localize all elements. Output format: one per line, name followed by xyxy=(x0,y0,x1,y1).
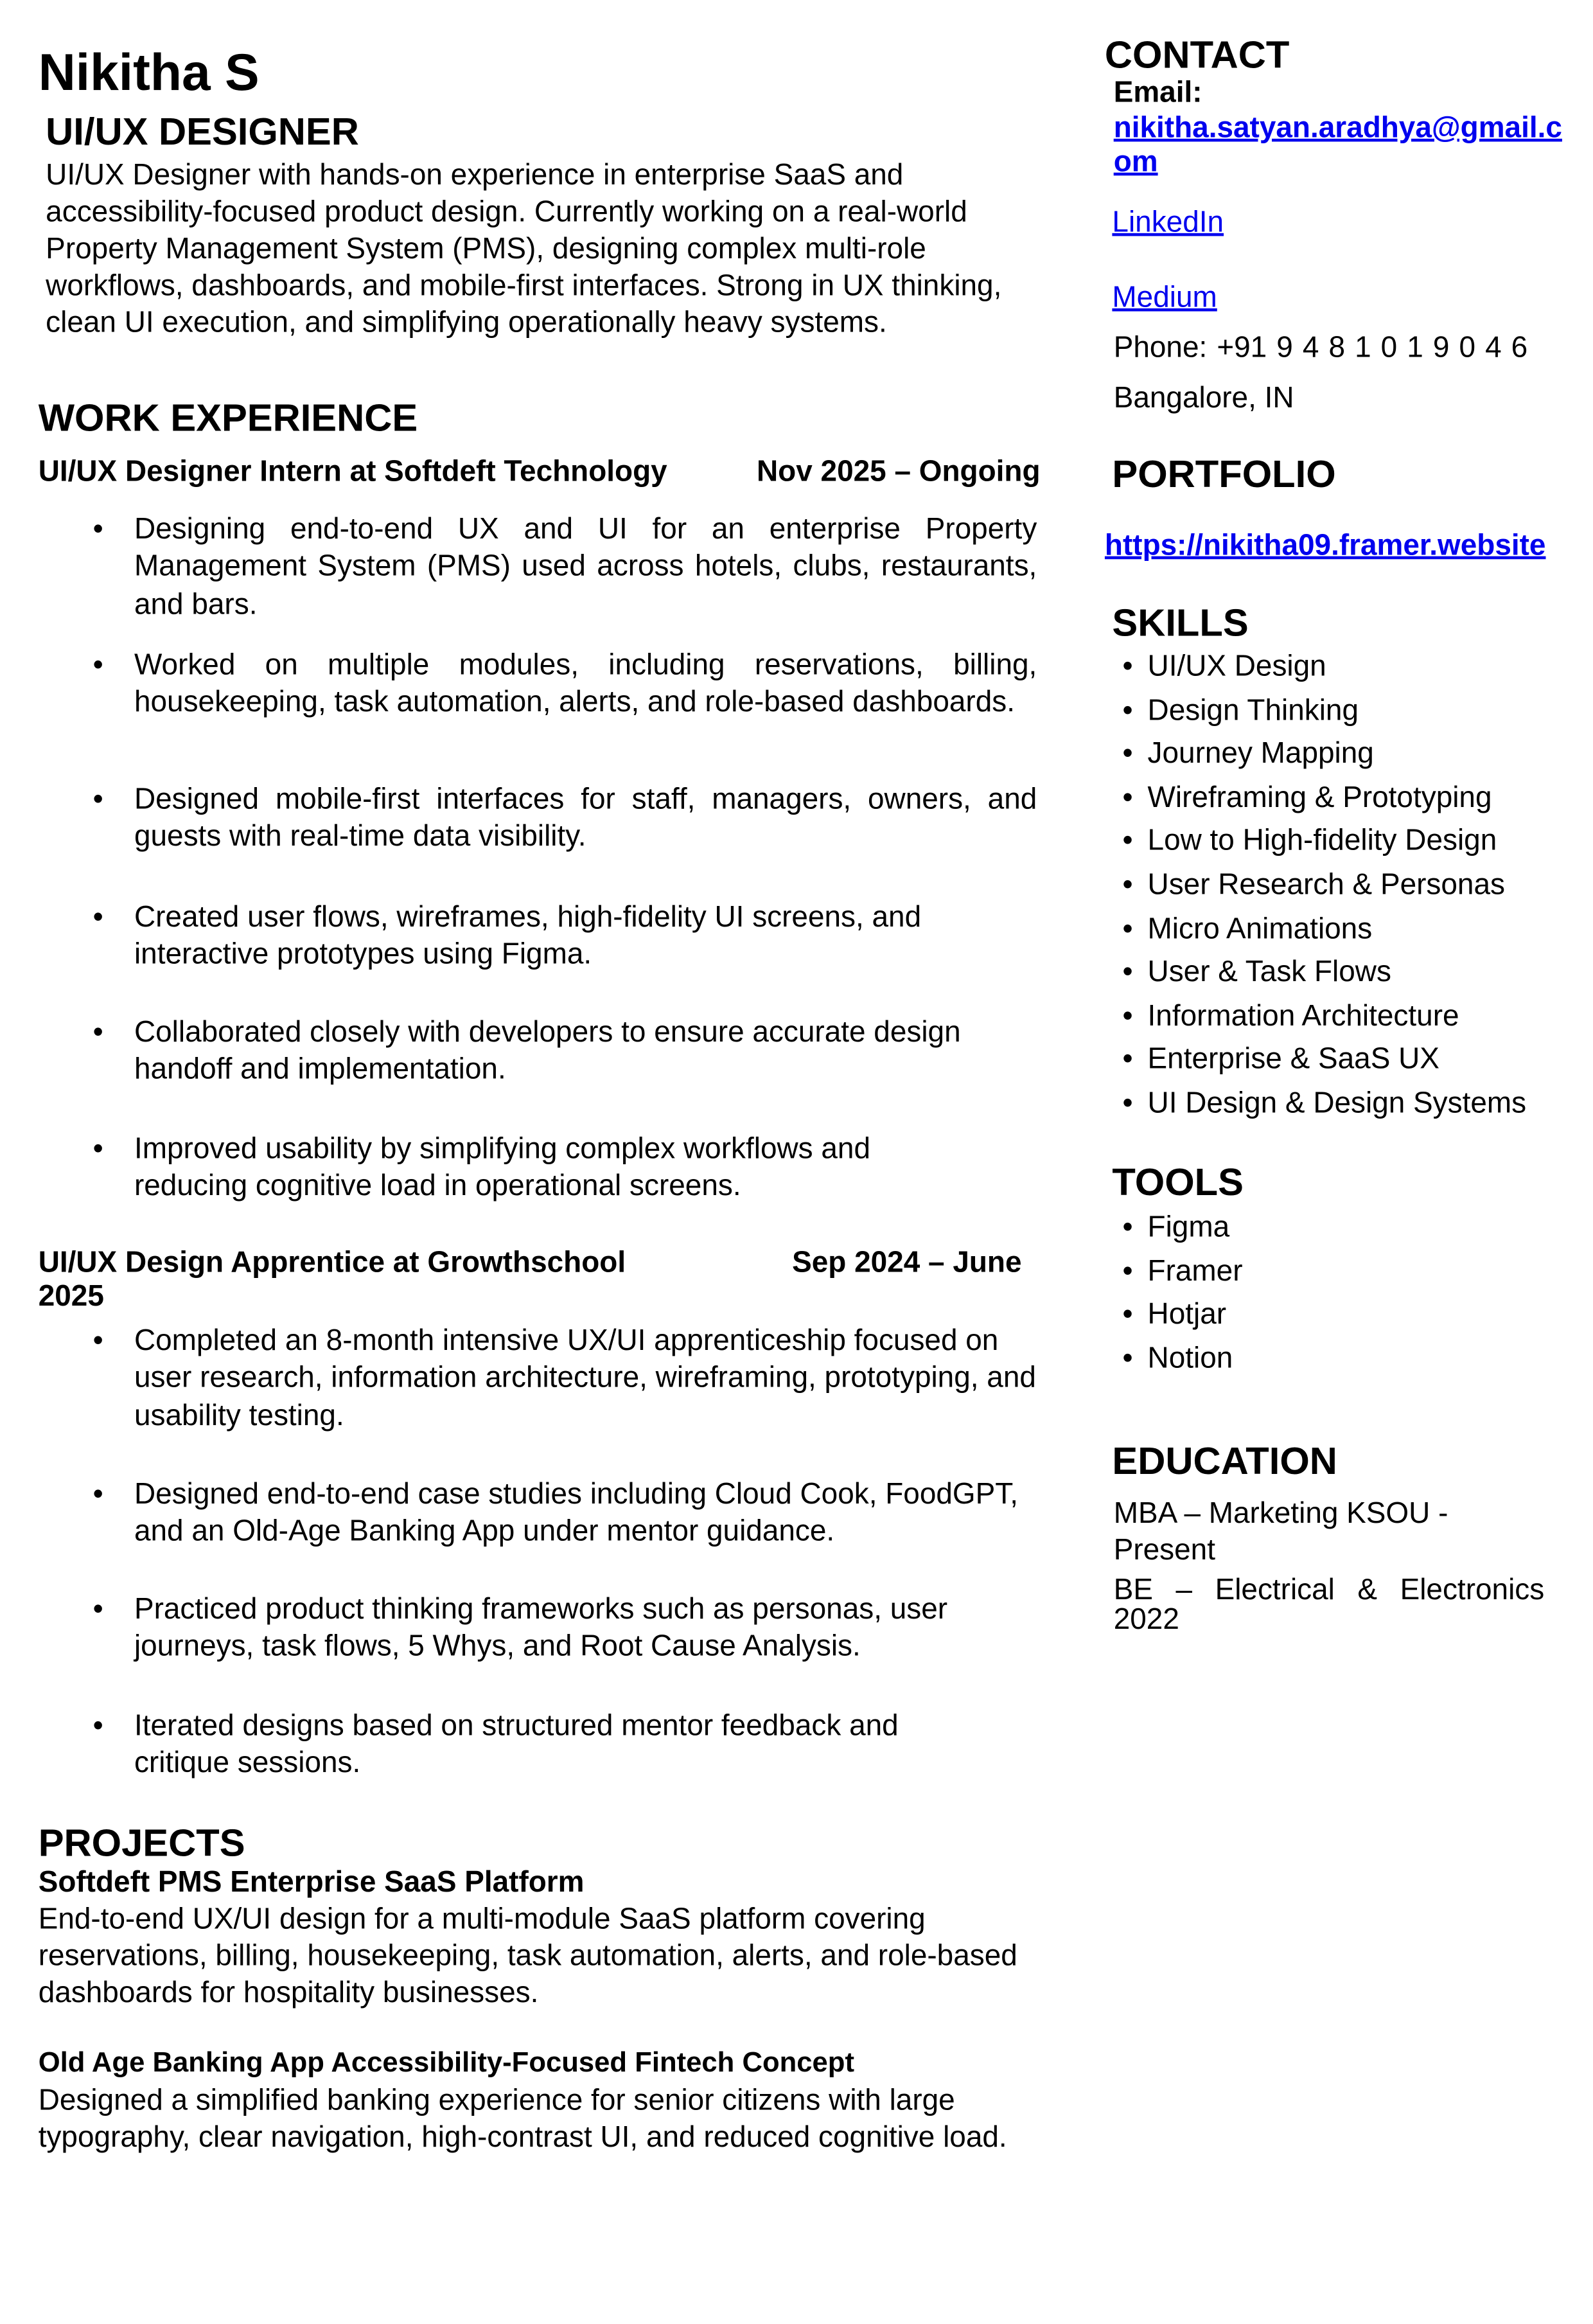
linkedin-link[interactable]: LinkedIn xyxy=(1112,206,1224,240)
bullet-icon: • xyxy=(1122,1211,1133,1244)
tool-item: • Framer xyxy=(1122,1254,1242,1290)
bullet-icon: • xyxy=(1122,781,1133,815)
bullet-icon: • xyxy=(92,649,103,682)
projects-heading: PROJECTS xyxy=(38,1820,245,1865)
bullet-icon: • xyxy=(92,1133,103,1166)
bullet-icon: • xyxy=(1122,1255,1133,1288)
project-1-title: Softdeft PMS Enterprise SaaS Platform xyxy=(38,1866,585,1899)
skill-item: • Wireframing & Prototyping xyxy=(1122,780,1492,817)
bullet-icon: • xyxy=(1122,825,1133,858)
contact-heading: CONTACT xyxy=(1104,32,1290,77)
skill-item: • Journey Mapping xyxy=(1122,736,1373,773)
resume-page: Nikitha S UI/UX DESIGNER UI/UX Designer with hands-on experience in enterprise SaaS and accessibility-focused product design. Currently working on a real-world Property Management System (PMS), designing complex multi-role workflows, dashboards, and mobile-first interfaces. Strong in UX thinking, clean UI execution, and simplifying operationally heavy systems. WORK EXPERIENCE UI/UX Designer Intern at Softdeft Technology Nov 2025 – Ongoing • Designing end-to-end UX and UI for an enterprise Property Management System (PMS) used across hotels, clubs, restaurants, and bars. • Worked on multiple modules, including reservations, billing, housekeeping, task automation, alerts, and role-based dashboards. • Designed mobile-first interfaces for staff, managers, owners, and guests with real-time data visibility. • Created user flows, wireframes, high-fidelity UI screens, and interactive prototypes using Figma. • Collaborated closely with developers to ensure accurate design handoff and implementation. • Improved usability by simplifying complex workflows and reducing cognitive load in operational screens. UI/UX Design Apprentice at Growthschool Sep 2024 – June 2025 • Completed an 8-month intensive UX/UI apprenticeship focused on user research, information architecture, wireframing, prototyping, and usability testing. • Designed end-to-end case studies including Cloud Cook, FoodGPT, and an Old-Age Banking App under mentor guidance. • Practiced product thinking frameworks such as personas, user journeys, task flows, 5 Whys, and Root Cause Analysis. • Iterated designs based on structured mentor feedback and critique sessions. PROJECTS Softdeft PMS Enterprise SaaS Platform End-to-end UX/UI design for a multi-module SaaS platform covering reservations, billing, housekeeping, task automation, alerts, and role-based dashboards for hospitality businesses. Old Age Banking App Accessibility-Focused Fintech Concept Designed a simplified banking experience for senior citizens with large typography, clear navigation, high-contrast UI, and reduced cognitive load. CONTACT Email: nikitha.satyan.aradhya@gmail.c om LinkedIn Medium Phone: +91 9 4 8 1 0 1 9 0 4 6 Bangalore, IN PORTFOLIO https://nikitha09.framer.website SKILLS • UI/UX Design • Design Thinking • Journey Mapping • Wireframing & Prototyping • Low to High-fidelity Design • User Research & Personas • Micro Animations • User & Task Flows • Information Architecture • Enterprise & SaaS UX • UI Design & Design Systems TOOLS • Figma • Framer • Hotjar • Notion EDUCATION MBA – Marketing KSOU - Present BE – Electrical & Electronics 2022 xyxy=(0,0,1593,2324)
skill-item: • Information Architecture xyxy=(1122,998,1459,1035)
skill-item: • User & Task Flows xyxy=(1122,955,1391,991)
bullet-icon: • xyxy=(1122,869,1133,902)
bullet-icon: • xyxy=(92,1478,103,1511)
bullet-icon: • xyxy=(92,783,103,816)
work-experience-heading: WORK EXPERIENCE xyxy=(38,395,418,440)
bullet-icon: • xyxy=(1122,650,1133,684)
bullet-icon: • xyxy=(92,1593,103,1626)
bullet-icon: • xyxy=(1122,1043,1133,1076)
location: Bangalore, IN xyxy=(1113,382,1294,415)
email-label: Email: xyxy=(1113,76,1202,109)
bullet-icon: • xyxy=(1122,1087,1133,1120)
education-be: BE – Electrical & Electronics 2022 xyxy=(1113,1574,1545,1637)
bullet-icon: • xyxy=(92,901,103,934)
project-2-description: Designed a simplified banking experience for senior citizens with large typography, clear navigation, high-contrast UI, and reduced cognitive load. xyxy=(38,2084,1007,2154)
bullet-icon: • xyxy=(92,513,103,546)
job-1-dates: Nov 2025 – Ongoing xyxy=(757,456,1041,489)
bullet-icon: • xyxy=(92,1325,103,1358)
skill-item: • Design Thinking xyxy=(1122,693,1359,729)
skills-heading: SKILLS xyxy=(1112,600,1249,645)
job-2-title: UI/UX Design Apprentice at Growthschool xyxy=(38,1246,626,1279)
skill-item: • UI Design & Design Systems xyxy=(1122,1086,1526,1122)
education-heading: EDUCATION xyxy=(1112,1438,1337,1483)
medium-link[interactable]: Medium xyxy=(1112,281,1217,315)
job-2-dates: Sep 2024 – June xyxy=(792,1246,1022,1279)
portfolio-heading: PORTFOLIO xyxy=(1112,451,1336,496)
email-link-cont[interactable]: om xyxy=(1113,146,1158,179)
bullet-icon: • xyxy=(92,1710,103,1743)
bullet-icon: • xyxy=(1122,738,1133,771)
bullet-icon: • xyxy=(1122,1342,1133,1375)
bullet-icon: • xyxy=(1122,1000,1133,1033)
project-1-description: End-to-end UX/UI design for a multi-module SaaS platform covering reservations, billing, housekeeping, task automation, alerts, and role-based dashboards for hospitality businesses. xyxy=(38,1903,1017,2010)
candidate-name: Nikitha S xyxy=(38,44,260,102)
tool-item: • Figma xyxy=(1122,1210,1229,1246)
email-link[interactable]: nikitha.satyan.aradhya@gmail.c xyxy=(1113,112,1562,145)
skill-item: • Low to High-fidelity Design xyxy=(1122,824,1497,860)
summary: UI/UX Designer with hands-on experience in enterprise SaaS and accessibility-focused product design. Currently working on a real-world Property Management System (PMS), designing complex multi-role workflows, dashboards, and mobile-first interfaces. Strong in UX thinking, clean UI execution, and simplifying operationally heavy systems. xyxy=(46,159,1002,340)
job-2-dates-year: 2025 xyxy=(38,1281,104,1313)
bullet-icon: • xyxy=(1122,912,1133,945)
skill-item: • Enterprise & SaaS UX xyxy=(1122,1042,1439,1079)
job-1-title: UI/UX Designer Intern at Softdeft Technology xyxy=(38,456,667,489)
portfolio-link[interactable]: https://nikitha09.framer.website xyxy=(1104,529,1546,562)
bullet-icon: • xyxy=(92,1016,103,1049)
tools-heading: TOOLS xyxy=(1112,1159,1244,1204)
job-title: UI/UX DESIGNER xyxy=(46,109,359,154)
bullet-icon: • xyxy=(1122,1298,1133,1331)
phone: Phone: +91 9 4 8 1 0 1 9 0 4 6 xyxy=(1113,332,1528,365)
skill-item: • UI/UX Design xyxy=(1122,649,1326,686)
skill-item: • Micro Animations xyxy=(1122,911,1372,948)
tool-item: • Hotjar xyxy=(1122,1297,1226,1333)
skill-item: • User Research & Personas xyxy=(1122,867,1504,904)
bullet-icon: • xyxy=(1122,694,1133,727)
education-mba: MBA – Marketing KSOU - Present xyxy=(1113,1497,1448,1567)
project-2-title: Old Age Banking App Accessibility-Focused Fintech Concept xyxy=(38,2048,854,2079)
tool-item: • Notion xyxy=(1122,1340,1233,1377)
bullet-icon: • xyxy=(1122,956,1133,989)
